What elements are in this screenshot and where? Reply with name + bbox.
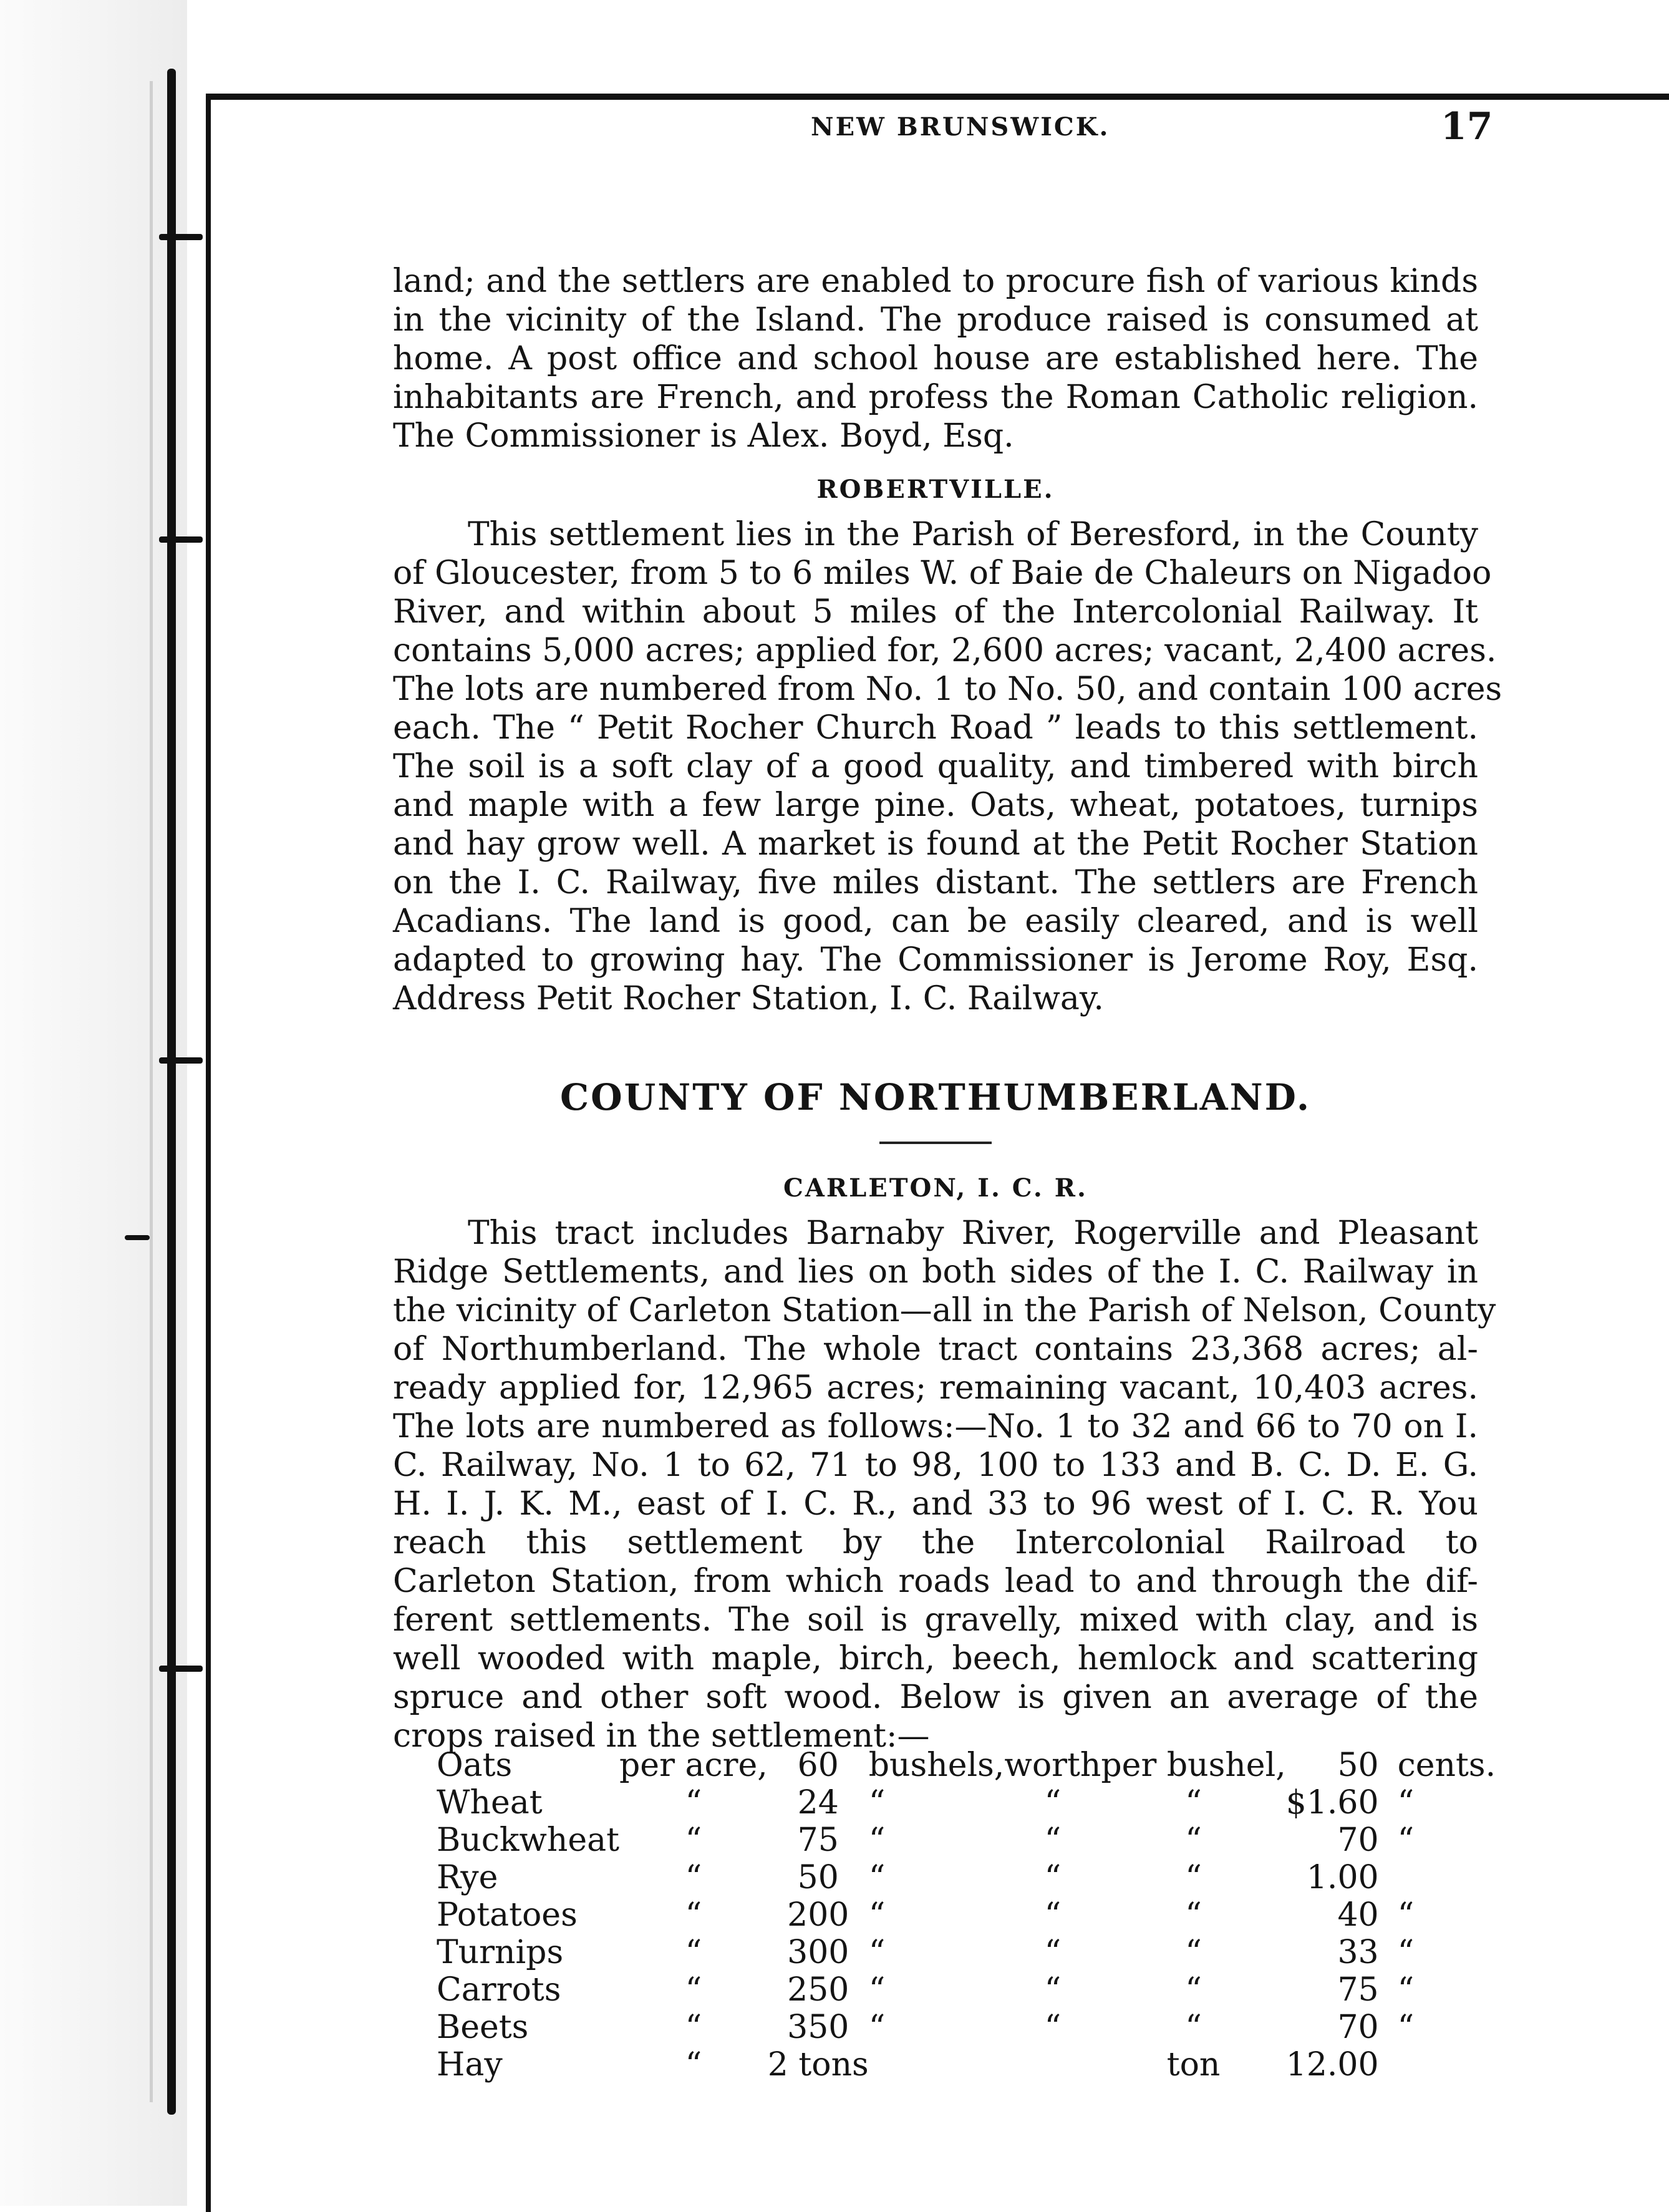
county-heading: COUNTY OF NORTHUMBERLAND. — [559, 1076, 1312, 1118]
page-number: 17 — [1441, 105, 1493, 148]
table-row — [437, 1747, 1496, 1784]
per-unit-cell: “ — [1185, 1896, 1202, 1934]
price-cell: 50 — [1337, 1747, 1379, 1784]
quantity-cell: 350 — [787, 2009, 849, 2046]
intro-paragraph — [393, 262, 1478, 455]
quantity-cell: 50 — [797, 1859, 839, 1896]
text-line: Ridge Settlements, and lies on both sides of the I. C. Railway in — [393, 1253, 1478, 1291]
crop-name: Rye — [437, 1859, 498, 1896]
text-line: adapted to growing hay. The Commissioner is Jerome Roy, Esq. — [393, 941, 1478, 979]
table-row — [437, 1822, 1496, 1859]
currency-cell: “ — [1397, 1971, 1415, 2009]
crop-name: Hay — [437, 2046, 503, 2083]
unit-cell: “ — [868, 1822, 886, 1859]
worth-cell: “ — [1044, 1971, 1062, 2009]
currency-cell: “ — [1397, 1934, 1415, 1971]
text-line: inhabitants are French, and profess the Roman Catholic religion. — [393, 379, 1478, 416]
text-line: each. The “ Petit Rocher Church Road ” leads to this settlement. — [393, 709, 1478, 747]
unit-cell: “ — [868, 1896, 886, 1934]
unit-cell: “ — [868, 1971, 886, 2009]
text-line: Carleton Station, from which roads lead to and through the dif- — [393, 1563, 1478, 1600]
price-cell: 40 — [1337, 1896, 1379, 1934]
unit-cell: “ — [868, 1934, 886, 1971]
page-gutter — [150, 81, 153, 2102]
per-unit-cell: per bushel, — [1101, 1747, 1286, 1784]
worth-cell: “ — [1044, 1822, 1062, 1859]
per-acre-cell: “ — [685, 1896, 702, 1934]
crop-name: Potatoes — [437, 1896, 578, 1934]
text-line: reach this settlement by the Intercolonial Railroad to — [393, 1524, 1478, 1561]
text-line: of Gloucester, from 5 to 6 miles W. of Baie de Chaleurs on Nigadoo — [393, 555, 1492, 592]
price-cell: 12.00 — [1285, 2046, 1379, 2083]
per-unit-cell: “ — [1185, 1822, 1202, 1859]
currency-cell: “ — [1397, 1822, 1415, 1859]
unit-cell — [869, 2046, 1005, 2083]
quantity-cell: 300 — [787, 1934, 849, 1971]
quantity-cell: 2 tons — [767, 2046, 869, 2083]
table-row — [437, 1971, 1496, 2009]
text-line: The Commissioner is Alex. Boyd, Esq. — [393, 417, 1014, 455]
per-acre-cell: “ — [685, 1934, 702, 1971]
table-row — [437, 1934, 1496, 1971]
facing-page-edge — [0, 0, 187, 2206]
text-line: ferent settlements. The soil is gravelly, mixed with clay, and is — [393, 1601, 1478, 1639]
price-cell: 75 — [1337, 1971, 1379, 2009]
carleton-paragraph — [393, 1214, 1496, 1755]
binding-mark — [125, 1235, 150, 1240]
text-line: The lots are numbered as follows:—No. 1 to 32 and 66 to 70 on I. — [393, 1408, 1478, 1445]
table-row — [437, 1896, 1496, 1934]
crops-table — [437, 1747, 1496, 2083]
section-title-carleton: CARLETON, I. C. R. — [783, 1173, 1088, 1203]
crop-name: Buckwheat — [437, 1822, 620, 1859]
crop-name: Wheat — [437, 1784, 543, 1822]
text-line: H. I. J. K. M., east of I. C. R., and 33 to 96 west of I. C. R. You — [393, 1485, 1478, 1523]
page-body — [393, 262, 1502, 1755]
binding-mark — [159, 536, 203, 543]
crop-name: Beets — [437, 2009, 529, 2046]
currency-cell: “ — [1397, 2009, 1415, 2046]
text-line: land; and the settlers are enabled to procure fish of various kinds — [393, 263, 1478, 300]
currency-cell: cents. — [1397, 1747, 1496, 1784]
text-line: spruce and other soft wood. Below is given an average of the — [393, 1679, 1478, 1716]
text-line: and maple with a few large pine. Oats, wheat, potatoes, turnips — [393, 787, 1478, 824]
text-line: in the vicinity of the Island. The produce raised is consumed at — [393, 301, 1478, 339]
per-acre-cell: “ — [685, 1859, 702, 1896]
worth-cell: “ — [1044, 1784, 1062, 1822]
crop-name: Carrots — [437, 1971, 561, 2009]
per-acre-cell: “ — [685, 2009, 702, 2046]
crop-name: Turnips — [437, 1934, 564, 1971]
binding-mark — [159, 1057, 203, 1064]
robertville-paragraph — [393, 515, 1502, 1018]
section-title-robertville: ROBERTVILLE. — [816, 475, 1055, 504]
text-line: The lots are numbered from No. 1 to No. 50, and contain 100 acres — [393, 671, 1502, 708]
price-cell: $1.60 — [1285, 1784, 1379, 1822]
text-line: River, and within about 5 miles of the Intercolonial Railway. It — [393, 593, 1478, 631]
page-binding-edge — [167, 69, 176, 2115]
text-line: well wooded with maple, birch, beech, hemlock and scattering — [393, 1640, 1478, 1677]
worth-cell: “ — [1044, 1896, 1062, 1934]
worth-cell: “ — [1044, 1934, 1062, 1971]
text-line: ready applied for, 12,965 acres; remaining vacant, 10,403 acres. — [393, 1369, 1478, 1407]
per-unit-cell: ton — [1166, 2046, 1221, 2083]
text-line: home. A post office and school house are established here. The — [393, 340, 1478, 377]
text-line: of Northumberland. The whole tract contains 23,368 acres; al- — [393, 1331, 1478, 1368]
text-line: The soil is a soft clay of a good quality, and timbered with birch — [393, 748, 1478, 785]
crop-name: Oats — [437, 1747, 513, 1784]
unit-cell: “ — [868, 1859, 886, 1896]
currency-cell — [1398, 2046, 1496, 2083]
per-unit-cell: “ — [1185, 2009, 1202, 2046]
table-row — [437, 1784, 1496, 1822]
quantity-cell: 250 — [787, 1971, 849, 2009]
price-cell: 33 — [1337, 1934, 1379, 1971]
worth-cell — [1004, 2046, 1101, 2083]
running-head: NEW BRUNSWICK. — [811, 112, 1110, 142]
per-acre-cell: per acre, — [619, 1747, 768, 1784]
table-row — [437, 2046, 1496, 2083]
text-line: the vicinity of Carleton Station—all in the Parish of Nelson, County — [393, 1292, 1496, 1329]
per-unit-cell: “ — [1185, 1784, 1202, 1822]
binding-mark — [159, 234, 203, 240]
worth-cell: “ — [1044, 2009, 1062, 2046]
currency-cell: “ — [1397, 1896, 1415, 1934]
binding-mark — [159, 1666, 203, 1672]
unit-cell: “ — [868, 2009, 886, 2046]
per-acre-cell: “ — [685, 2046, 702, 2083]
text-line: Acadians. The land is good, can be easily cleared, and is well — [393, 903, 1478, 940]
quantity-cell: 60 — [797, 1747, 839, 1784]
per-acre-cell: “ — [685, 1971, 702, 2009]
text-line: This tract includes Barnaby River, Rogerville and Pleasant — [468, 1215, 1478, 1252]
text-line: on the I. C. Railway, five miles distant. The settlers are French — [393, 864, 1478, 901]
price-cell: 70 — [1337, 2009, 1379, 2046]
unit-cell: bushels, — [868, 1747, 1005, 1784]
worth-cell: worth — [1004, 1747, 1101, 1784]
quantity-cell: 24 — [797, 1784, 839, 1822]
price-cell: 70 — [1337, 1822, 1379, 1859]
quantity-cell: 75 — [797, 1822, 839, 1859]
text-line: C. Railway, No. 1 to 62, 71 to 98, 100 to 133 and B. C. D. E. G. — [393, 1447, 1478, 1484]
worth-cell: “ — [1044, 1859, 1062, 1896]
per-acre-cell: “ — [685, 1822, 702, 1859]
text-line: Address Petit Rocher Station, I. C. Railway. — [393, 980, 1104, 1017]
text-line: contains 5,000 acres; applied for, 2,600 acres; vacant, 2,400 acres. — [393, 632, 1497, 669]
quantity-cell: 200 — [787, 1896, 849, 1934]
table-row — [437, 1859, 1496, 1896]
per-unit-cell: “ — [1185, 1859, 1202, 1896]
currency-cell: “ — [1397, 1784, 1415, 1822]
section-rule — [879, 1142, 992, 1144]
per-unit-cell: “ — [1185, 1971, 1202, 2009]
per-unit-cell: “ — [1185, 1934, 1202, 1971]
unit-cell: “ — [868, 1784, 886, 1822]
text-line: and hay grow well. A market is found at the Petit Rocher Station — [393, 825, 1478, 863]
table-row — [437, 2009, 1496, 2046]
per-acre-cell: “ — [685, 1784, 702, 1822]
currency-cell — [1398, 1859, 1496, 1896]
text-line: crops raised in the settlement:— — [393, 1717, 930, 1755]
text-line: This settlement lies in the Parish of Beresford, in the County — [468, 516, 1478, 553]
price-cell: 1.00 — [1306, 1859, 1379, 1896]
